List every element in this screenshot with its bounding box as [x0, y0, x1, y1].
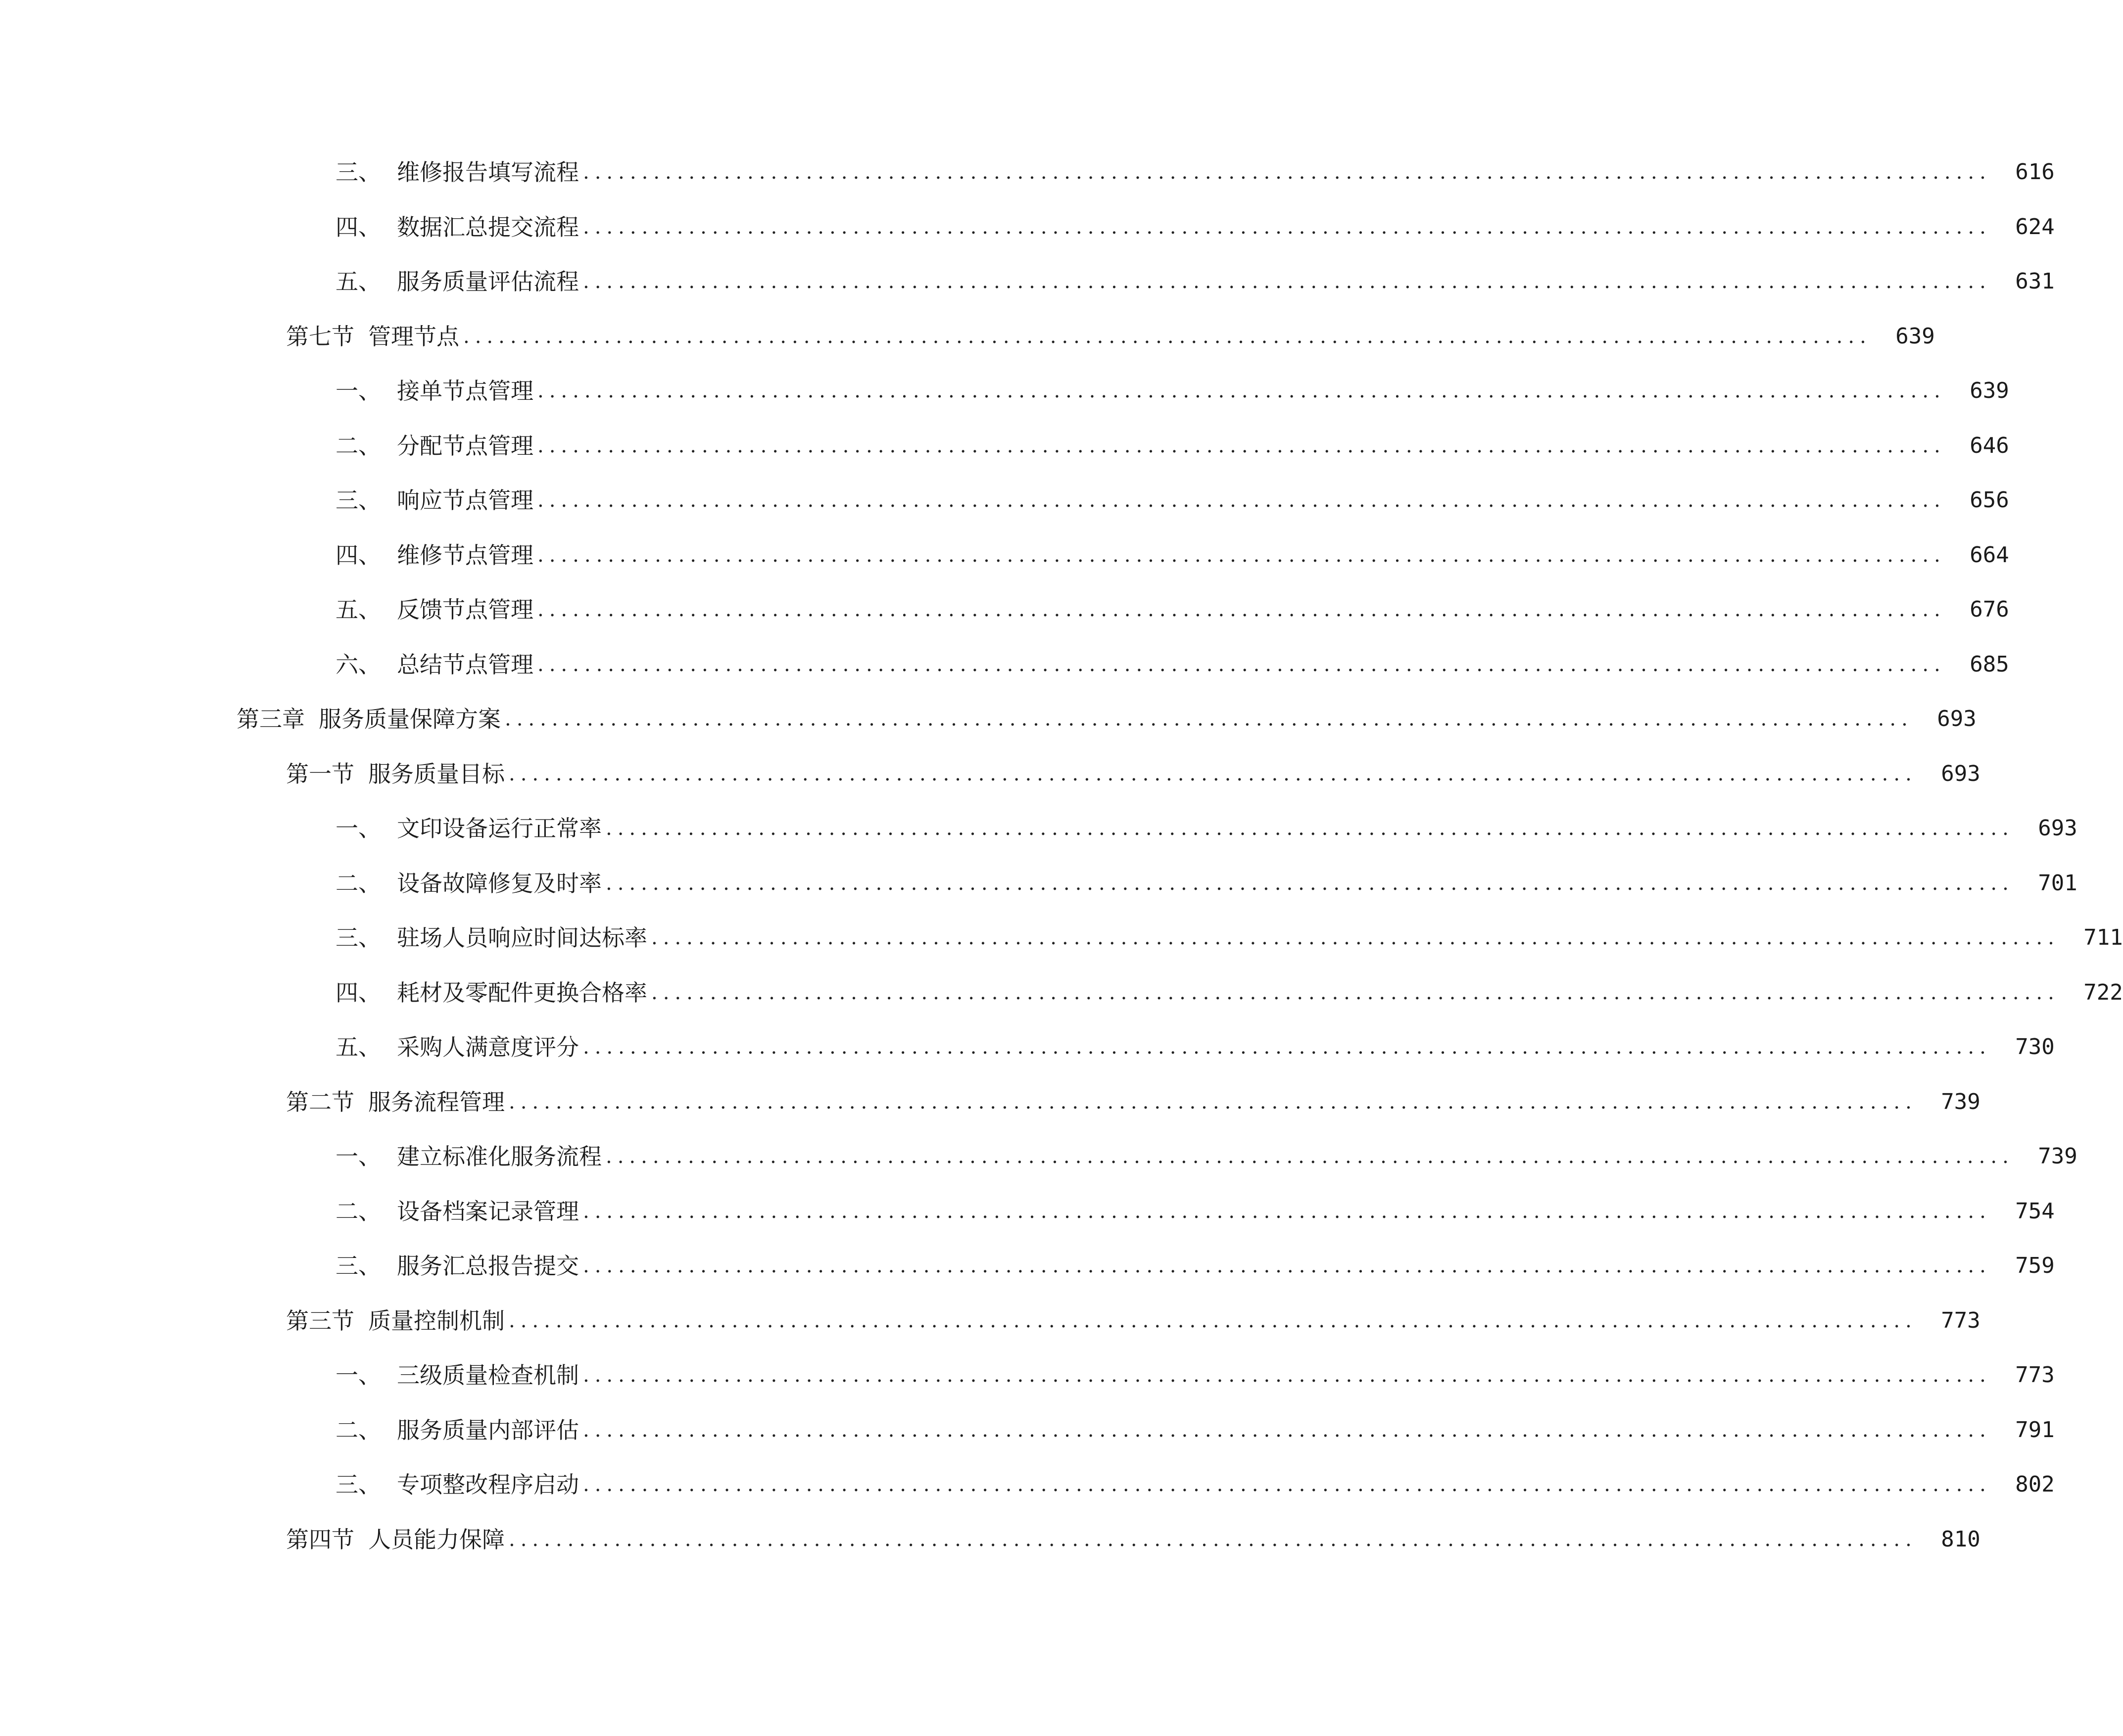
toc-page-number: 739 [2038, 1144, 2077, 1169]
toc-entry-title: 维修报告填写流程 [397, 159, 579, 186]
toc-page-number: 693 [1941, 761, 1980, 786]
toc-entry[interactable] [0, 1403, 2055, 1458]
toc-entry-title: 维修节点管理 [397, 541, 533, 569]
table-of-contents [0, 145, 2123, 1567]
toc-entry-marker: 第三节 [286, 1307, 354, 1334]
toc-dot-leader: ........................................................................................................................ [651, 981, 2060, 1004]
toc-entry-marker: 二、 [336, 432, 381, 459]
toc-dot-leader: ........................................................................................................................ [509, 762, 1917, 785]
toc-page-number: 693 [1937, 706, 1977, 732]
toc-dot-leader: ........................................................................................................................ [583, 1364, 1991, 1387]
toc-page-number: 624 [2015, 214, 2055, 240]
toc-entry-marker: 第二节 [286, 1088, 354, 1115]
toc-entry-title: 采购人满意度评分 [397, 1034, 579, 1061]
toc-entry[interactable] [0, 856, 2077, 911]
toc-page-number: 639 [1895, 323, 1935, 349]
toc-entry-marker: 三、 [336, 487, 381, 514]
toc-entry[interactable] [0, 1239, 2055, 1294]
toc-entry[interactable] [0, 801, 2077, 856]
toc-entry[interactable] [0, 419, 2009, 474]
toc-entry-marker: 一、 [336, 815, 381, 842]
toc-entry-title: 服务质量保障方案 [319, 706, 501, 733]
toc-page-number: 685 [1970, 651, 2009, 677]
toc-entry[interactable] [0, 1294, 1980, 1349]
toc-dot-leader: ........................................................................................................................ [583, 215, 1991, 239]
toc-entry[interactable] [0, 1512, 1980, 1567]
toc-entry-title: 驻场人员响应时间达标率 [397, 924, 647, 952]
toc-entry[interactable] [0, 1184, 2055, 1239]
toc-entry[interactable] [0, 1020, 2055, 1075]
toc-entry-marker: 五、 [336, 1034, 381, 1061]
toc-entry-marker: 二、 [336, 1416, 381, 1444]
toc-dot-leader: ........................................................................................................................ [583, 1036, 1991, 1059]
toc-entry[interactable] [0, 747, 1980, 802]
toc-entry[interactable] [0, 637, 2009, 692]
toc-entry-title: 三级质量检查机制 [397, 1362, 579, 1389]
toc-page-number: 754 [2015, 1198, 2055, 1224]
toc-entry[interactable] [0, 309, 1935, 364]
toc-entry[interactable] [0, 692, 1977, 747]
toc-dot-leader: ........................................................................................................................ [583, 270, 1991, 293]
toc-entry-marker: 一、 [336, 1143, 381, 1170]
toc-page-number: 711 [2083, 925, 2123, 951]
toc-page-number: 810 [1941, 1526, 1980, 1552]
toc-entry-marker: 一、 [336, 378, 381, 405]
toc-dot-leader: ........................................................................................................................ [583, 1473, 1991, 1496]
toc-entry-title: 数据汇总提交流程 [397, 213, 579, 241]
toc-dot-leader: ........................................................................................................................ [505, 708, 1913, 731]
toc-dot-leader: ........................................................................................................................ [509, 1090, 1917, 1113]
toc-entry[interactable] [0, 200, 2055, 255]
toc-page-number: 759 [2015, 1253, 2055, 1279]
toc-dot-leader: ........................................................................................................................ [537, 653, 1946, 676]
toc-entry-title: 专项整改程序启动 [397, 1471, 579, 1498]
toc-entry[interactable] [0, 254, 2055, 309]
toc-page-number: 791 [2015, 1417, 2055, 1443]
toc-entry-marker: 第一节 [286, 760, 354, 787]
toc-dot-leader: ........................................................................................................................ [651, 926, 2060, 950]
toc-entry[interactable] [0, 1348, 2055, 1403]
toc-entry-marker: 三、 [336, 924, 381, 952]
toc-page-number: 616 [2015, 159, 2055, 185]
toc-entry-marker: 五、 [336, 596, 381, 624]
toc-page-number: 802 [2015, 1472, 2055, 1497]
toc-page-number: 739 [1941, 1089, 1980, 1114]
toc-entry-marker: 四、 [336, 979, 381, 1006]
toc-entry-title: 人员能力保障 [368, 1526, 505, 1553]
toc-dot-leader: ........................................................................................................................ [537, 434, 1946, 457]
toc-entry-marker: 第七节 [286, 323, 354, 350]
toc-dot-leader: ........................................................................................................................ [509, 1528, 1917, 1551]
toc-entry-marker: 二、 [336, 1198, 381, 1225]
toc-page-number: 664 [1970, 542, 2009, 568]
toc-dot-leader: ........................................................................................................................ [537, 380, 1946, 403]
toc-entry-title: 设备故障修复及时率 [397, 869, 602, 897]
toc-entry-marker: 三、 [336, 159, 381, 186]
toc-page-number: 722 [2083, 979, 2123, 1005]
toc-entry-marker: 四、 [336, 541, 381, 569]
toc-dot-leader: ........................................................................................................................ [583, 1418, 1991, 1442]
toc-entry-title: 接单节点管理 [397, 378, 533, 405]
toc-entry-title: 管理节点 [368, 323, 459, 350]
toc-entry-title: 分配节点管理 [397, 432, 533, 459]
toc-entry-marker: 三、 [336, 1253, 381, 1280]
toc-entry-title: 设备档案记录管理 [397, 1198, 579, 1225]
toc-entry-title: 建立标准化服务流程 [397, 1143, 602, 1170]
toc-entry[interactable] [0, 364, 2009, 419]
toc-dot-leader: ........................................................................................................................ [583, 161, 1991, 184]
toc-entry-title: 服务质量目标 [368, 760, 505, 787]
toc-dot-leader: ........................................................................................................................ [606, 871, 2014, 895]
toc-dot-leader: ........................................................................................................................ [537, 543, 1946, 567]
toc-dot-leader: ........................................................................................................................ [606, 817, 2014, 840]
toc-entry-title: 服务流程管理 [368, 1088, 505, 1115]
toc-entry[interactable] [0, 473, 2009, 528]
toc-dot-leader: ........................................................................................................................ [583, 1254, 1991, 1278]
toc-page-number: 773 [2015, 1362, 2055, 1388]
toc-page-number: 693 [2038, 816, 2077, 841]
toc-entry[interactable] [0, 528, 2009, 583]
toc-entry-marker: 四、 [336, 213, 381, 241]
toc-entry-title: 反馈节点管理 [397, 596, 533, 624]
toc-dot-leader: ........................................................................................................................ [583, 1200, 1991, 1223]
toc-entry[interactable] [0, 145, 2055, 200]
toc-entry-title: 响应节点管理 [397, 487, 533, 514]
toc-page-number: 639 [1970, 378, 2009, 404]
toc-entry-title: 文印设备运行正常率 [397, 815, 602, 842]
toc-page-number: 631 [2015, 269, 2055, 294]
toc-entry-marker: 三、 [336, 1471, 381, 1498]
toc-entry[interactable] [0, 1129, 2077, 1184]
toc-entry[interactable] [0, 1075, 1980, 1130]
toc-entry-marker: 二、 [336, 869, 381, 897]
toc-entry-marker: 六、 [336, 651, 381, 678]
toc-dot-leader: ........................................................................................................................ [463, 325, 1872, 348]
toc-entry[interactable] [0, 911, 2123, 965]
toc-entry[interactable] [0, 582, 2009, 637]
toc-entry-title: 质量控制机制 [368, 1307, 505, 1334]
toc-entry-marker: 一、 [336, 1362, 381, 1389]
toc-dot-leader: ........................................................................................................................ [606, 1145, 2014, 1168]
toc-page-number: 656 [1970, 487, 2009, 513]
toc-page-number: 773 [1941, 1307, 1980, 1333]
toc-entry-title: 服务质量评估流程 [397, 268, 579, 295]
toc-entry-title: 总结节点管理 [397, 651, 533, 678]
toc-entry-marker: 第四节 [286, 1526, 354, 1553]
toc-entry[interactable] [0, 965, 2123, 1020]
toc-page-number: 730 [2015, 1034, 2055, 1060]
toc-dot-leader: ........................................................................................................................ [537, 598, 1946, 622]
toc-entry-title: 服务质量内部评估 [397, 1416, 579, 1444]
toc-entry-title: 耗材及零配件更换合格率 [397, 979, 647, 1006]
toc-entry-marker: 第三章 [237, 706, 305, 733]
toc-entry-title: 服务汇总报告提交 [397, 1253, 579, 1280]
toc-page-number: 676 [1970, 597, 2009, 623]
toc-entry[interactable] [0, 1457, 2055, 1512]
toc-dot-leader: ........................................................................................................................ [509, 1309, 1917, 1332]
toc-page-number: 701 [2038, 870, 2077, 896]
toc-entry-marker: 五、 [336, 268, 381, 295]
toc-dot-leader: ........................................................................................................................ [537, 489, 1946, 512]
toc-page-number: 646 [1970, 433, 2009, 458]
